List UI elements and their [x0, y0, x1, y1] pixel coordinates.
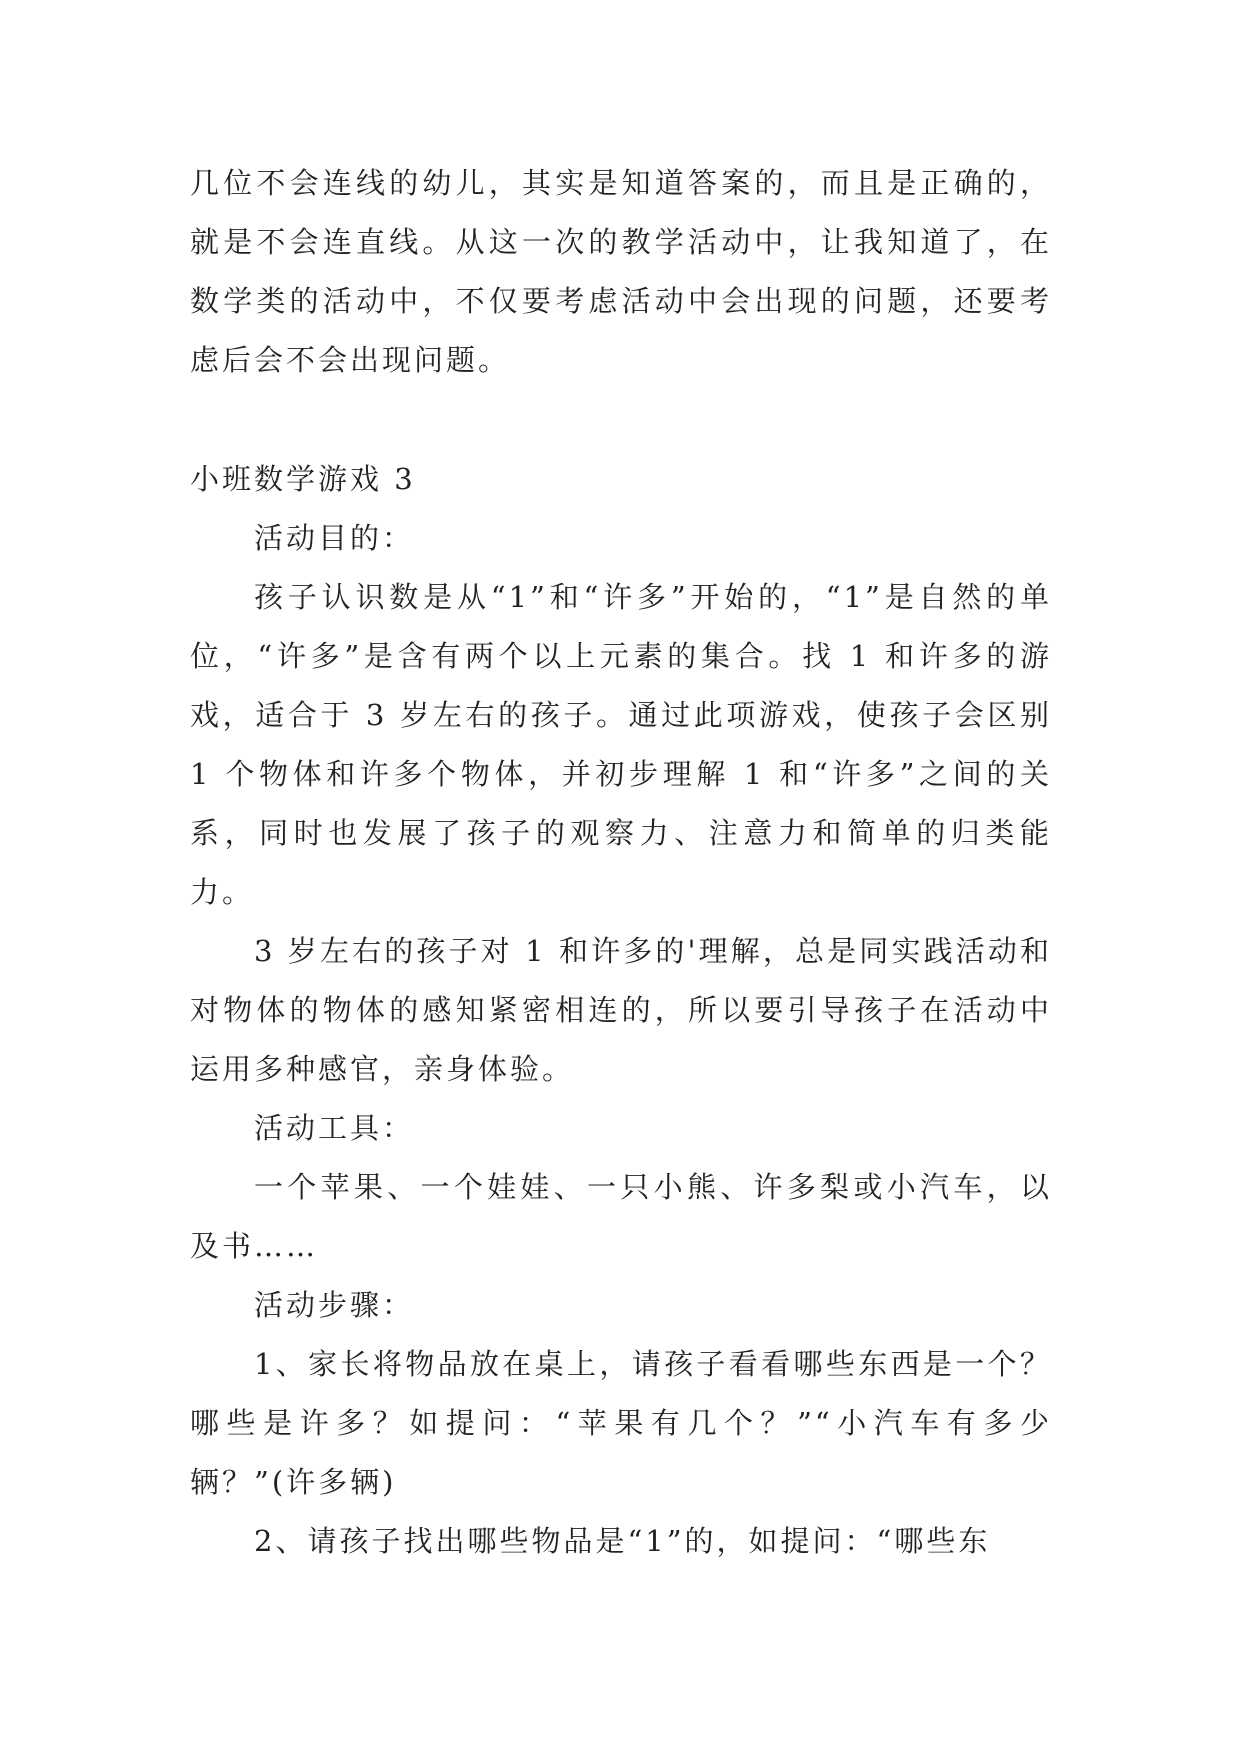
goal-paragraph-2: 3 岁左右的孩子对 1 和许多的'理解，总是同实践活动和对物体的物体的感知紧密相连的，所以要引导孩子在活动中运用多种感官，亲身体验。 [190, 934, 1052, 1086]
steps-label: 活动步骤： [254, 1288, 415, 1322]
step-2: 2、请孩子找出哪些物品是“1”的，如提问：“哪些东 [254, 1524, 991, 1558]
tools-label: 活动工具： [254, 1111, 415, 1145]
section-title: 小班数学游戏 3 [190, 462, 416, 496]
step-1: 1、家长将物品放在桌上，请孩子看看哪些东西是一个？哪些是许多？如提问：“苹果有几个？”“小汽车有多少辆？”(许多辆) [190, 1347, 1052, 1499]
tools-paragraph: 一个苹果、一个娃娃、一只小熊、许多梨或小汽车，以及书…… [190, 1170, 1052, 1263]
intro-paragraph: 几位不会连线的幼儿，其实是知道答案的，而且是正确的，就是不会连直线。从这一次的教学活动中，让我知道了，在数学类的活动中，不仅要考虑活动中会出现的问题，还要考虑后会不会出现问题。 [190, 166, 1052, 377]
goal-label: 活动目的： [254, 521, 415, 555]
goal-paragraph-1: 孩子认识数是从“1”和“许多”开始的，“1”是自然的单位，“许多”是含有两个以上元素的集合。找 1 和许多的游戏，适合于 3 岁左右的孩子。通过此项游戏，使孩子会区别 1 个物体和许多个物体，并初步理解 1 和“许多”之间的关系，同时也发展了孩子的观察力、注意力和简单的归类能力。 [190, 580, 1052, 909]
document-body [190, 154, 1052, 1571]
